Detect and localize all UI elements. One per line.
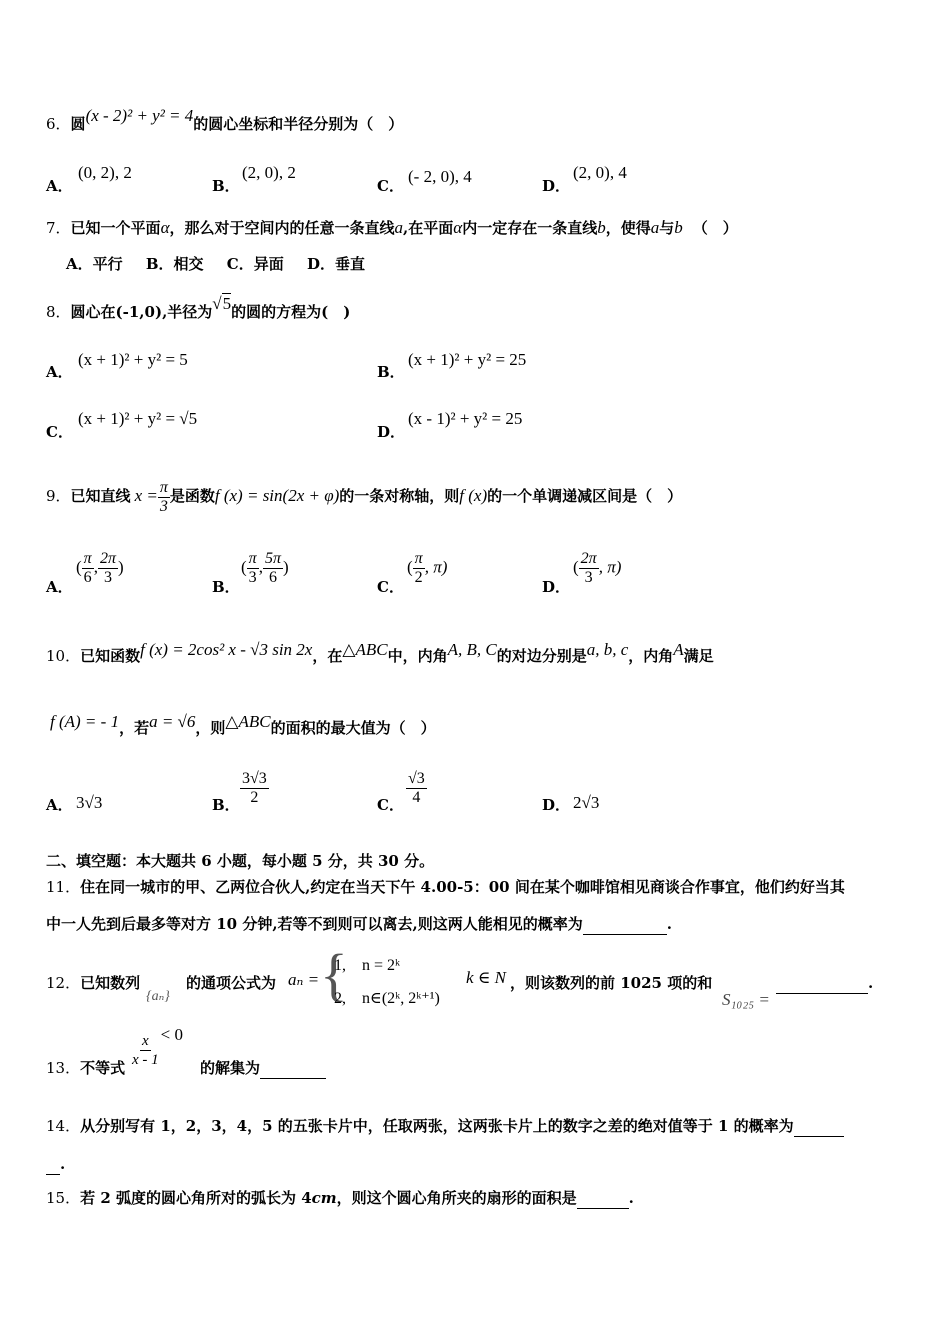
q9-option-b-value: ( $\frac{\pi}{3}$ , $\frac{5\pi}{6}$ ) — [241, 550, 289, 586]
q7-option-c[interactable]: C．异面 — [226, 255, 284, 273]
q6-option-a-value: (0, 2), 2 — [78, 163, 132, 182]
q6-number: 6． — [46, 115, 71, 133]
q8-option-a-label[interactable]: A． — [46, 363, 73, 381]
q9-function: f (x) = sin(2x + φ) — [214, 486, 340, 505]
q14-line1: 14．从分别写有 1，2，3，4，5 的五张卡片中，任取两张，这两张卡片上的数字之差的绝对值等于 1 的概率为 — [46, 1116, 844, 1137]
q11-line2: 中一人先到后最多等对方 10 分钟,若等不到则可以离去,则这两人能相见的概率为 . — [46, 915, 673, 933]
q14-answer-blank[interactable] — [794, 1116, 844, 1137]
q7-options — [66, 254, 365, 274]
q6-option-d-value: (2, 0), 4 — [573, 163, 627, 182]
q7-option-d[interactable]: D．垂直 — [306, 255, 365, 273]
q8-radius: 5 — [222, 294, 232, 313]
q9-option-a-value: ( $\frac{\pi}{6}$ , $\frac{2\pi}{3}$ ) — [76, 550, 124, 586]
q12-piecewise-brace: { — [320, 942, 348, 1007]
q10-option-c-value: $\frac{√3}{4}$ — [408, 770, 425, 806]
q6-equation: (x - 2)² + y² = 4 — [85, 106, 194, 125]
q8-option-d-value: (x - 1)² + y² = 25 — [408, 409, 523, 428]
q9-option-b-label[interactable]: B． — [212, 578, 240, 596]
q11-answer-blank[interactable] — [583, 914, 667, 935]
q10-stem-line1: 10．已知函数f (x) = 2cos² x - √3 sin 2x，在△ABC中，内角A, B, C的对边分别是a, b, c，内角A满足 — [46, 640, 714, 665]
q6-option-a-label[interactable]: A． — [46, 177, 73, 195]
q7-option-b[interactable]: B．相交 — [145, 255, 204, 273]
q12-sequence: {aₙ} — [146, 989, 170, 1004]
q6-option-d-label[interactable]: D． — [542, 177, 571, 195]
q9-option-d-value: ( $\frac{2\pi}{3}$ , π) — [573, 550, 622, 586]
q10-option-c-label[interactable]: C． — [377, 796, 404, 814]
q6-option-c-label[interactable]: C． — [377, 177, 404, 195]
q13-stem: 13．不等式 — [46, 1059, 126, 1077]
q6-stem: 6．圆(x - 2)² + y² = 4的圆心坐标和半径分别为（ ） — [46, 106, 404, 133]
q8-option-b-value: (x + 1)² + y² = 25 — [408, 350, 527, 369]
q10-option-d-label[interactable]: D． — [542, 796, 571, 814]
q10-option-d-value: 2√3 — [573, 793, 600, 812]
q6-option-b-label[interactable]: B． — [212, 177, 240, 195]
q13-answer-blank[interactable] — [260, 1058, 326, 1079]
q13-fraction: $\frac{x}{x - 1}$ < 0 — [132, 1025, 183, 1068]
q11-line1: 11．住在同一城市的甲、乙两位合伙人,约定在当天下午 4.00-5：00 间在某个咖啡馆相见商谈合作事宜，他们约好当其 — [46, 878, 845, 896]
q10-stem-line2: f (A) = - 1，若a = √6，则△ABC的面积的最大值为（ ） — [50, 712, 436, 737]
q10-option-a-value: 3√3 — [76, 793, 103, 812]
alpha-symbol: α — [160, 218, 170, 237]
q12-case2: 2, n∈(2ᵏ, 2ᵏ⁺¹) — [334, 990, 440, 1007]
q9-option-c-value: ( $\frac{\pi}{2}$ , π) — [407, 550, 448, 586]
q9-option-c-label[interactable]: C． — [377, 578, 404, 596]
q12-case1: 1, n = 2ᵏ — [334, 957, 401, 974]
q10-option-b-value: $\frac{3√3}{2}$ — [242, 770, 267, 806]
q8-option-b-label[interactable]: B． — [377, 363, 405, 381]
q7-stem: 7．已知一个平面α，那么对于空间内的任意一条直线a,在平面α内一定存在一条直线b，使得a与b （ ） — [46, 218, 738, 237]
q10-option-b-label[interactable]: B． — [212, 796, 240, 814]
q12-stem: 12．已知数列 — [46, 974, 141, 992]
q10-option-a-label[interactable]: A． — [46, 796, 73, 814]
q6-option-b-value: (2, 0), 2 — [242, 163, 296, 182]
q8-option-a-value: (x + 1)² + y² = 5 — [78, 350, 188, 369]
q15-answer-blank[interactable] — [577, 1188, 629, 1209]
q8-option-c-label[interactable]: C． — [46, 423, 73, 441]
q10-function: f (x) = 2cos² x - √3 sin 2x — [140, 640, 313, 659]
q9-stem: 9．已知直线 x = $\frac{\pi}{3}$ 是函数f (x) = sin(2x + φ)的一条对称轴，则f (x)的一个单调递减区间是（ ） — [46, 478, 683, 515]
q6-option-c-value: (- 2, 0), 4 — [408, 167, 472, 186]
q9-option-d-label[interactable]: D． — [542, 578, 571, 596]
q9-option-a-label[interactable]: A． — [46, 578, 73, 596]
q7-option-a[interactable]: A．平行 — [66, 255, 123, 273]
q15-stem: 15．若 2 弧度的圆心角所对的弧长为 4cm，则这个圆心角所夹的扇形的面积是 . — [46, 1189, 634, 1207]
q8-option-d-label[interactable]: D． — [377, 423, 406, 441]
section-title: 二、填空题：本大题共 6 小题，每小题 5 分，共 30 分。 — [46, 852, 435, 870]
q8-option-c-value: (x + 1)² + y² = √5 — [78, 409, 198, 428]
q8-stem: 8．圆心在(-1,0),半径为√5的圆的方程为( ) — [46, 294, 351, 321]
q12-answer-blank[interactable] — [776, 973, 868, 994]
